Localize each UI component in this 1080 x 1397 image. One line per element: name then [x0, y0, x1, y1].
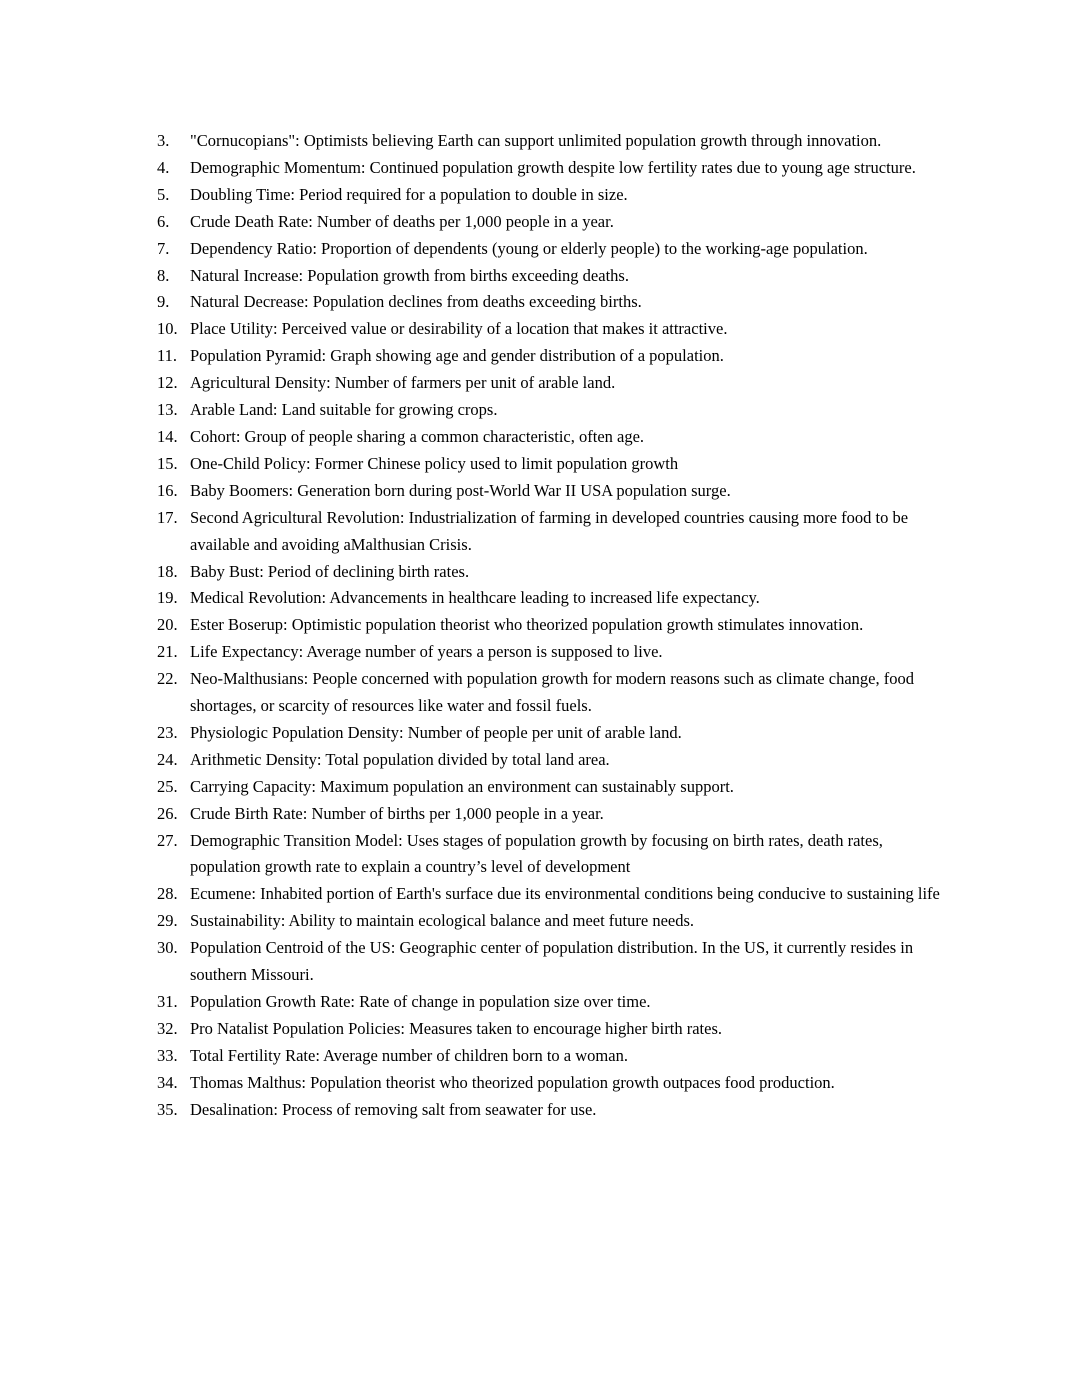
item-text: Demographic Transition Model: Uses stages of population growth by focusing on birth rates, death rates, population growth rate to explain a country’s level of development	[190, 830, 883, 877]
item-text: Natural Decrease: Population declines from deaths exceeding births.	[190, 292, 642, 312]
item-text: Population Centroid of the US: Geographic center of population distribution. In the US, it currently resides in southern Missouri.	[190, 938, 914, 985]
list-item	[157, 424, 952, 451]
item-number: 19.	[157, 588, 178, 608]
list-item	[157, 801, 952, 828]
list-item	[157, 935, 952, 989]
item-number: 4.	[157, 157, 170, 177]
list-item	[157, 747, 952, 774]
list-item	[157, 1070, 952, 1097]
item-number: 25.	[157, 776, 178, 796]
list-item	[157, 182, 952, 209]
list-item	[157, 451, 952, 478]
item-number: 35.	[157, 1099, 178, 1119]
item-text: Place Utility: Perceived value or desirability of a location that makes it attractive.	[190, 319, 728, 339]
item-number: 9.	[157, 292, 170, 312]
item-number: 20.	[157, 615, 178, 635]
item-text: Desalination: Process of removing salt from seawater for use.	[190, 1099, 597, 1119]
list-item	[157, 316, 952, 343]
list-item	[157, 612, 952, 639]
item-text: One-Child Policy: Former Chinese policy used to limit population growth	[190, 453, 679, 473]
list-item	[157, 1016, 952, 1043]
item-number: 11.	[157, 346, 178, 366]
item-text: Demographic Momentum: Continued population growth despite low fertility rates due to young age structure.	[190, 157, 916, 177]
item-number: 21.	[157, 642, 178, 662]
list-item	[157, 209, 952, 236]
list-item	[157, 505, 952, 559]
item-number: 29.	[157, 911, 178, 931]
item-number: 7.	[157, 238, 170, 258]
list-item	[157, 397, 952, 424]
item-number: 32.	[157, 1018, 178, 1038]
item-text: Cohort: Group of people sharing a common characteristic, often age.	[190, 426, 645, 446]
item-text: Sustainability: Ability to maintain ecological balance and meet future needs.	[190, 911, 695, 931]
list-item	[157, 774, 952, 801]
list-item	[157, 585, 952, 612]
item-number: 5.	[157, 184, 170, 204]
item-number: 30.	[157, 938, 178, 958]
item-text: Crude Death Rate: Number of deaths per 1,000 people in a year.	[190, 211, 614, 231]
item-text: Ecumene: Inhabited portion of Earth's surface due its environmental conditions being conducive to sustaining life	[190, 884, 940, 904]
item-text: Physiologic Population Density: Number of people per unit of arable land.	[190, 722, 682, 742]
item-text: Carrying Capacity: Maximum population an environment can sustainably support.	[190, 776, 734, 796]
item-text: Life Expectancy: Average number of years a person is supposed to live.	[190, 642, 663, 662]
item-text: "Cornucopians": Optimists believing Earth can support unlimited population growth through innovation.	[190, 131, 882, 150]
item-number: 23.	[157, 722, 178, 742]
item-text: Arable Land: Land suitable for growing crops.	[190, 400, 498, 420]
item-number: 17.	[157, 507, 178, 527]
list-item	[157, 639, 952, 666]
list-item	[157, 370, 952, 397]
item-number: 34.	[157, 1072, 178, 1092]
item-number: 13.	[157, 400, 178, 420]
item-text: Second Agricultural Revolution: Industrialization of farming in developed countries causing more food to be available and avoiding aMalthusian Crisis.	[190, 507, 909, 554]
item-number: 24.	[157, 749, 178, 769]
item-text: Dependency Ratio: Proportion of dependents (young or elderly people) to the working-age population.	[190, 238, 868, 258]
item-number: 16.	[157, 480, 178, 500]
list-item	[157, 289, 952, 316]
item-text: Crude Birth Rate: Number of births per 1,000 people in a year.	[190, 803, 604, 823]
list-item	[157, 1097, 952, 1124]
list-item	[157, 155, 952, 182]
item-text: Population Growth Rate: Rate of change in population size over time.	[190, 992, 651, 1011]
item-number: 22.	[157, 669, 178, 689]
list-item	[157, 343, 952, 370]
item-text: Doubling Time: Period required for a population to double in size.	[190, 184, 628, 204]
list-item	[157, 908, 952, 935]
list-item	[157, 559, 952, 586]
item-number: 10.	[157, 319, 178, 339]
item-text: Natural Increase: Population growth from births exceeding deaths.	[190, 265, 629, 285]
item-number: 33.	[157, 1045, 178, 1065]
item-text: Agricultural Density: Number of farmers per unit of arable land.	[190, 373, 616, 393]
list-item	[157, 881, 952, 908]
list-item	[157, 236, 952, 263]
item-text: Baby Bust: Period of declining birth rates.	[190, 561, 470, 581]
item-text: Neo-Malthusians: People concerned with population growth for modern reasons such as climate change, food shortages, or scarcity of resources like water and fossil fuels.	[190, 669, 914, 716]
item-text: Baby Boomers: Generation born during post-World War II USA population surge.	[190, 480, 731, 500]
definitions-list	[157, 128, 952, 1124]
item-number: 12.	[157, 373, 178, 393]
item-number: 6.	[157, 211, 170, 231]
list-item	[157, 1043, 952, 1070]
list-item	[157, 263, 952, 290]
list-item	[157, 666, 952, 720]
list-item	[157, 720, 952, 747]
item-number: 26.	[157, 803, 178, 823]
item-number: 15.	[157, 453, 178, 473]
item-number: 3.	[157, 131, 170, 150]
item-number: 8.	[157, 265, 170, 285]
item-number: 31.	[157, 992, 178, 1011]
item-text: Arithmetic Density: Total population divided by total land area.	[190, 749, 610, 769]
item-text: Medical Revolution: Advancements in healthcare leading to increased life expectancy.	[190, 588, 760, 608]
list-item	[157, 128, 952, 155]
item-number: 28.	[157, 884, 178, 904]
item-text: Pro Natalist Population Policies: Measures taken to encourage higher birth rates.	[190, 1018, 722, 1038]
item-text: Total Fertility Rate: Average number of children born to a woman.	[190, 1045, 628, 1065]
item-text: Thomas Malthus: Population theorist who theorized population growth outpaces food production.	[190, 1072, 835, 1092]
item-text: Ester Boserup: Optimistic population theorist who theorized population growth stimulates innovation.	[190, 615, 864, 635]
item-number: 18.	[157, 561, 178, 581]
item-text: Population Pyramid: Graph showing age and gender distribution of a population.	[190, 346, 724, 366]
item-number: 27.	[157, 830, 178, 850]
list-item	[157, 828, 952, 882]
list-item	[157, 989, 952, 1016]
item-number: 14.	[157, 426, 178, 446]
list-item	[157, 478, 952, 505]
